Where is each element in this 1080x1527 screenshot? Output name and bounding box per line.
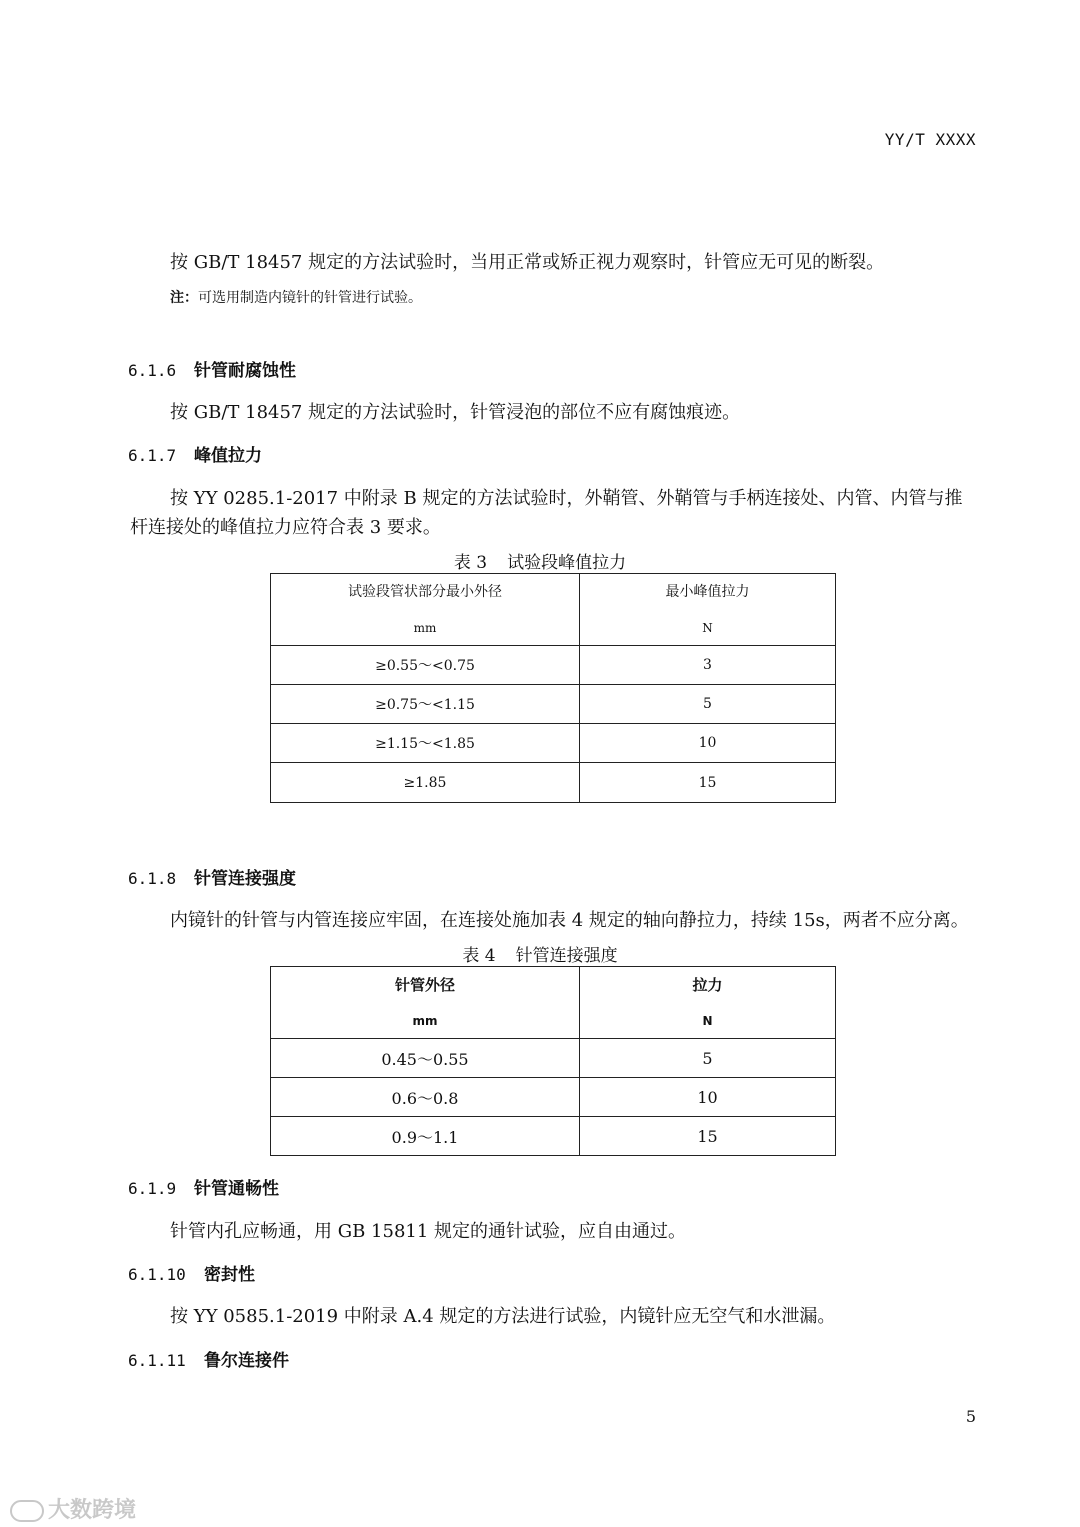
header-cell-outer-diameter: 针管外径 mm xyxy=(271,967,580,1039)
table-row xyxy=(271,724,836,763)
section-title: 针管连接强度 xyxy=(194,869,296,889)
watermark-logo-icon xyxy=(10,1500,44,1522)
paragraph-corrosion: 按 GB/T 18457 规定的方法试验时，针管浸泡的部位不应有腐蚀痕迹。 xyxy=(170,402,741,423)
section-number: 6.1.10 xyxy=(128,1265,186,1284)
paragraph-sealing: 按 YY 0585.1-2019 中附录 A.4 规定的方法进行试验，内镜针应无空气和水泄漏。 xyxy=(170,1306,836,1327)
paragraph-peak-force-line1: 按 YY 0285.1-2017 中附录 B 规定的方法试验时，外鞘管、外鞘管与手柄连接处、内管、内管与推 xyxy=(170,488,963,509)
cell-outer-diameter: 0.6～0.8 xyxy=(271,1078,580,1117)
caption-title: 试验段峰值拉力 xyxy=(507,553,627,573)
section-number: 6.1.9 xyxy=(128,1179,177,1198)
watermark xyxy=(10,1493,136,1524)
table-row xyxy=(271,1039,836,1078)
cell-force: 3 xyxy=(580,646,836,685)
cell-diameter: ≥1.15～<1.85 xyxy=(271,724,580,763)
heading-6-1-8 xyxy=(128,864,296,889)
cell-force: 10 xyxy=(580,724,836,763)
cell-diameter: ≥1.85 xyxy=(271,763,580,803)
section-number: 6.1.7 xyxy=(128,446,177,465)
caption-number: 表 3 xyxy=(453,553,488,573)
table-row xyxy=(271,763,836,803)
caption-number: 表 4 xyxy=(462,946,496,966)
header-cell-tension: 拉力 N xyxy=(580,967,836,1039)
table-3 xyxy=(270,573,836,803)
paragraph-fracture: 按 GB/T 18457 规定的方法试验时，当用正常或矫正视力观察时，针管应无可见的断裂。 xyxy=(170,252,885,273)
note-text: 可选用制造内镜针的针管进行试验。 xyxy=(198,290,422,306)
cell-diameter: ≥0.75～<1.15 xyxy=(271,685,580,724)
caption-title: 针管连接强度 xyxy=(515,946,618,966)
note-label: 注： xyxy=(170,290,198,306)
table-row xyxy=(271,1078,836,1117)
header-cell-force: 最小峰值拉力 N xyxy=(580,574,836,646)
cell-tension: 10 xyxy=(580,1078,836,1117)
page-number: 5 xyxy=(965,1407,976,1426)
section-title: 针管耐腐蚀性 xyxy=(194,361,296,381)
cell-tension: 5 xyxy=(580,1039,836,1078)
paragraph-peak-force-line2: 杆连接处的峰值拉力应符合表 3 要求。 xyxy=(130,517,441,538)
heading-6-1-10 xyxy=(128,1260,255,1285)
table-4 xyxy=(270,966,836,1156)
cell-tension: 15 xyxy=(580,1117,836,1156)
section-title: 密封性 xyxy=(204,1265,255,1285)
cell-outer-diameter: 0.45～0.55 xyxy=(271,1039,580,1078)
section-number: 6.1.8 xyxy=(128,869,177,888)
section-title: 鲁尔连接件 xyxy=(204,1351,289,1371)
table-row xyxy=(271,646,836,685)
table-row xyxy=(271,685,836,724)
paragraph-connection-strength: 内镜针的针管与内管连接应牢固，在连接处施加表 4 规定的轴向静拉力，持续 15s，两者不应分离。 xyxy=(170,910,969,931)
cell-force: 5 xyxy=(580,685,836,724)
heading-6-1-7 xyxy=(128,441,262,466)
watermark-text: 大数跨境 xyxy=(48,1498,137,1523)
note xyxy=(170,287,422,307)
table-header-row xyxy=(271,967,836,1039)
heading-6-1-9 xyxy=(128,1174,279,1199)
heading-6-1-11 xyxy=(128,1346,289,1371)
table-header-row xyxy=(271,574,836,646)
cell-outer-diameter: 0.9～1.1 xyxy=(271,1117,580,1156)
table-row xyxy=(271,1117,836,1156)
section-number: 6.1.6 xyxy=(128,361,177,380)
section-title: 峰值拉力 xyxy=(194,446,262,466)
table-4-caption xyxy=(0,941,1080,966)
document-code: YY/T XXXX xyxy=(884,130,976,149)
section-number: 6.1.11 xyxy=(128,1351,186,1370)
paragraph-patency: 针管内孔应畅通，用 GB 15811 规定的通针试验，应自由通过。 xyxy=(170,1221,687,1242)
header-cell-diameter: 试验段管状部分最小外径 mm xyxy=(271,574,580,646)
heading-6-1-6 xyxy=(128,356,296,381)
cell-force: 15 xyxy=(580,763,836,803)
section-title: 针管通畅性 xyxy=(194,1179,279,1199)
cell-diameter: ≥0.55～<0.75 xyxy=(271,646,580,685)
table-3-caption xyxy=(0,548,1080,573)
